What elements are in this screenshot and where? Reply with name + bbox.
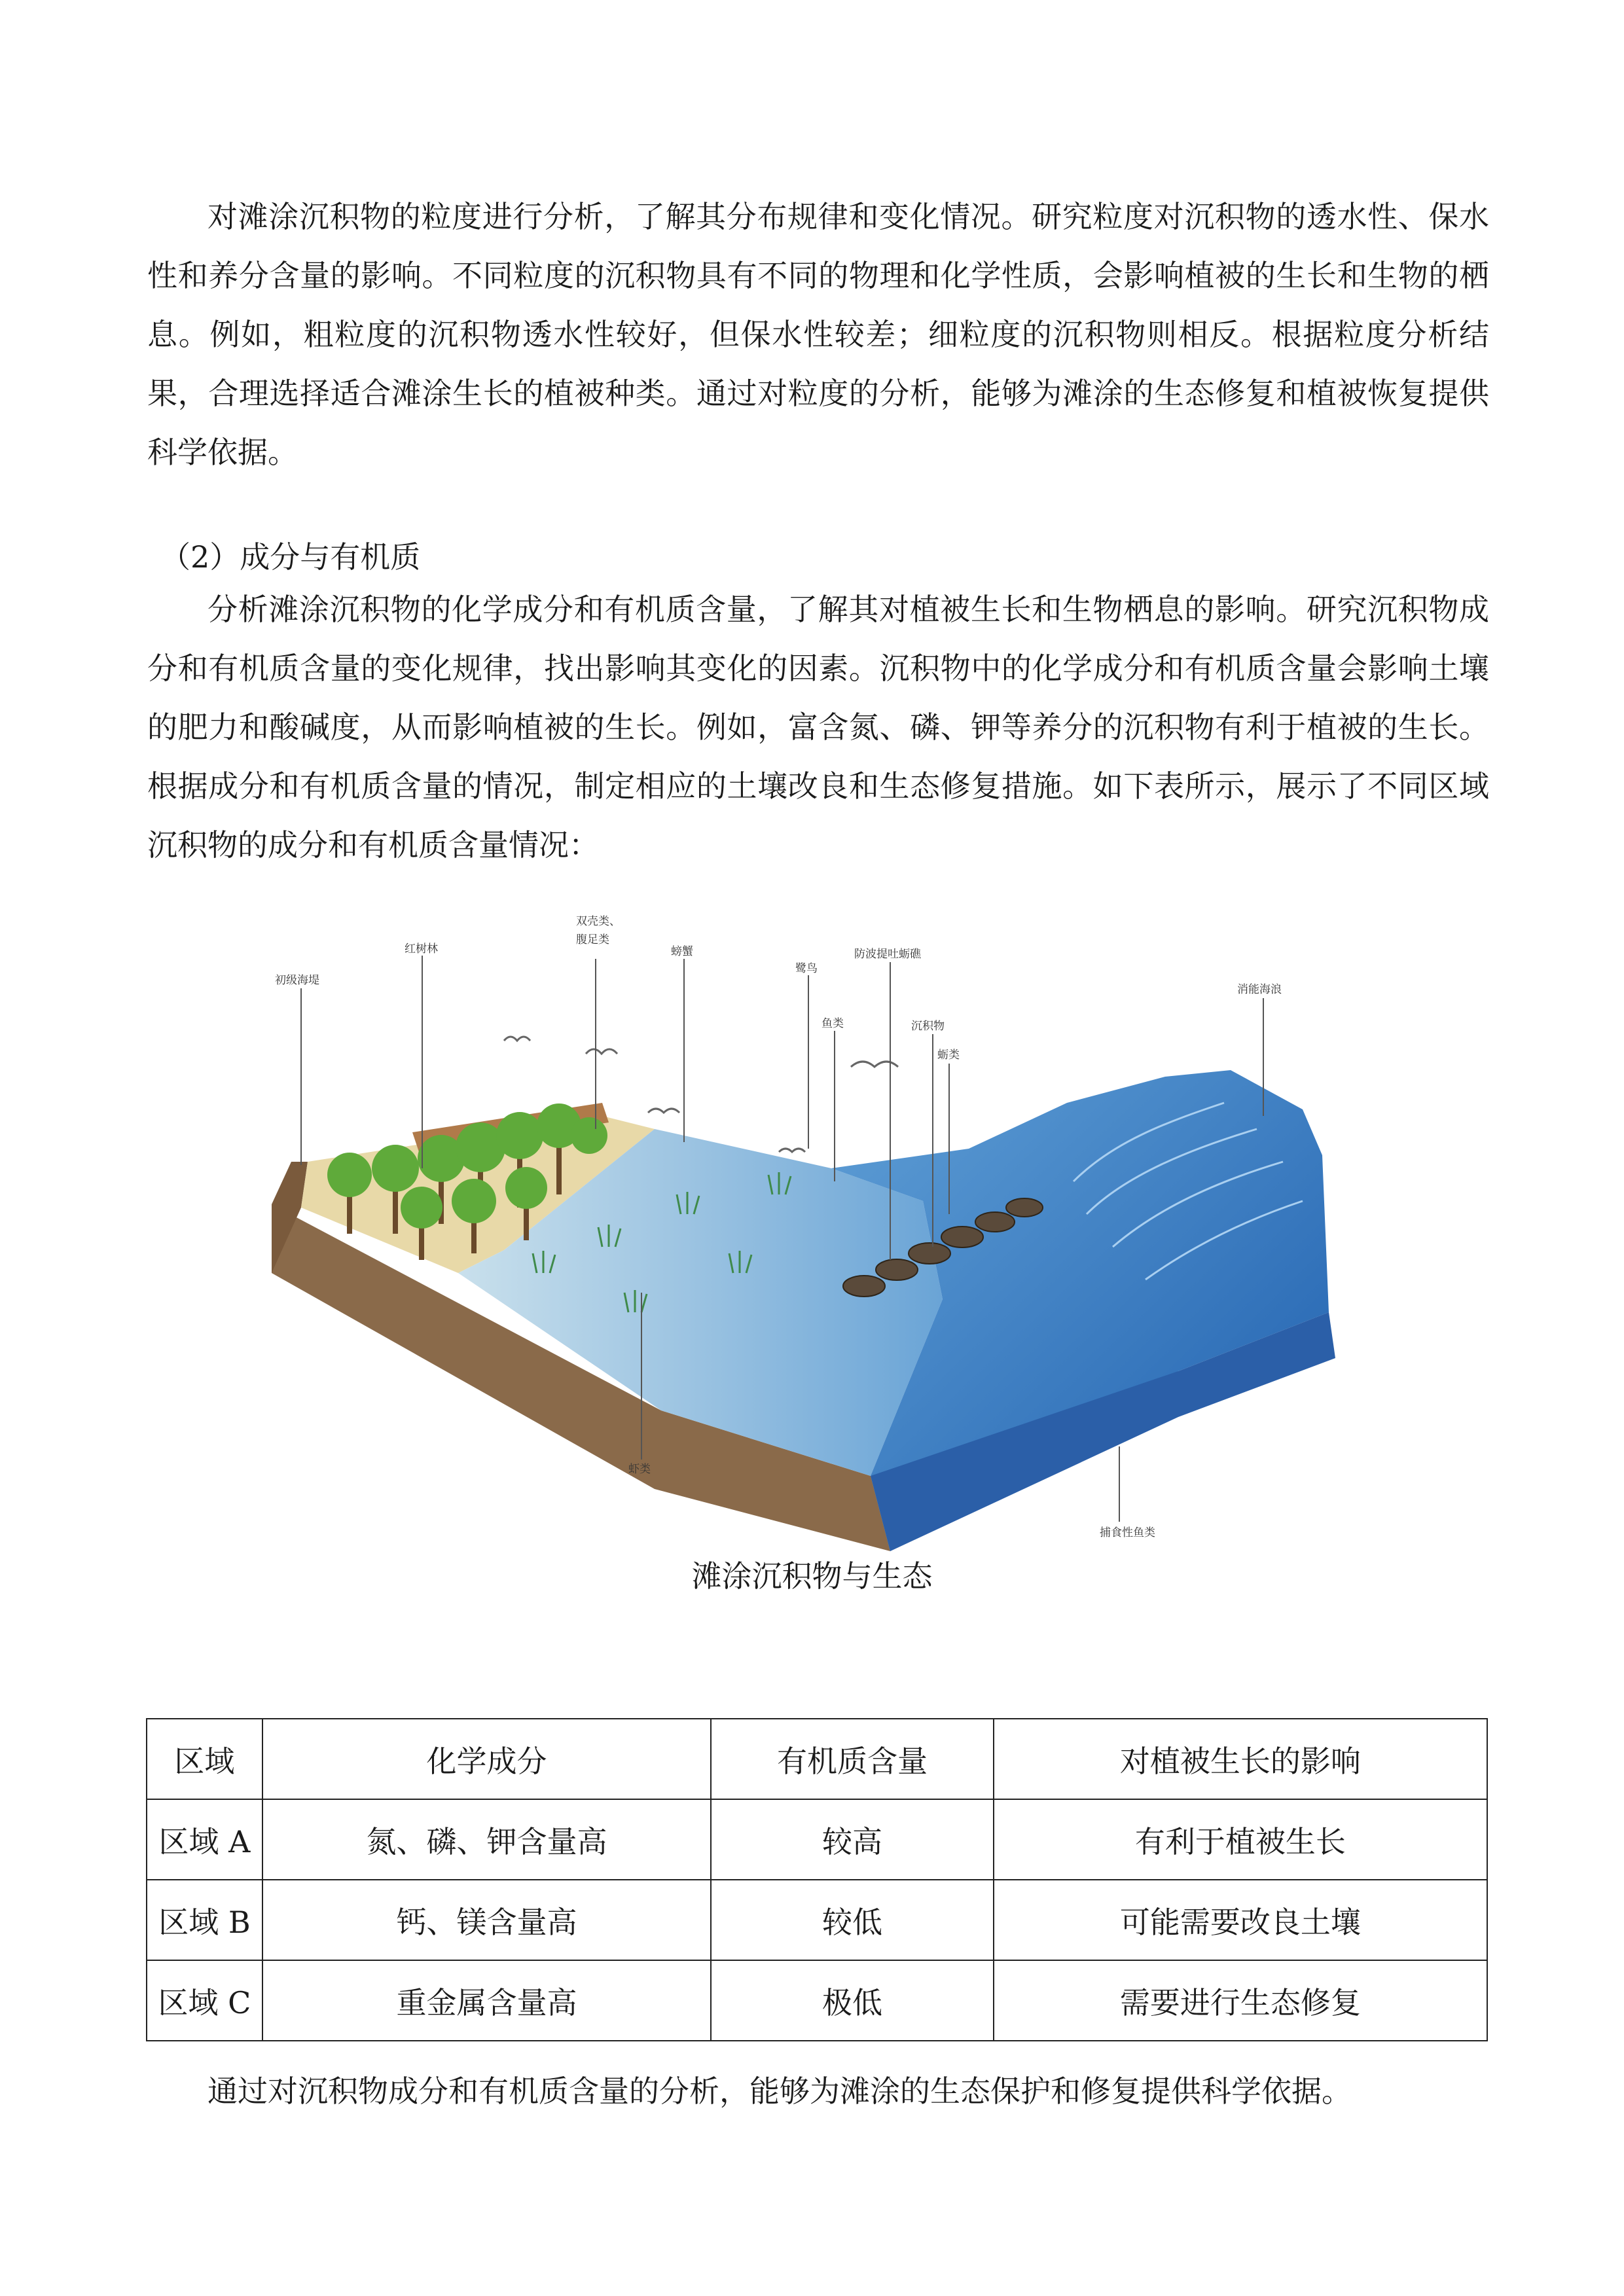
paragraph-composition: 分析滩涂沉积物的化学成分和有机质含量，了解其对植被生长和生物栖息的影响。研究沉积物成分和有机质含量的变化规律，找出影响其变化的因素。沉积物中的化学成分和有机质含量会影响土壤的肥力和酸碱度，从而影响植被的生长。例如，富含氮、磷、钾等养分的沉积物有利于植被的生长。根据成分和有机质含量的情况，制定相应的土壤改良和生态修复措施。如下表所示，展示了不同区域沉积物的成分和有机质含量情况：	[147, 592, 1489, 863]
header-region: 区域	[147, 1719, 262, 1799]
table-row	[147, 1799, 1487, 1880]
cell-organic: 极低	[711, 1960, 994, 2041]
paragraph-closing: 通过对沉积物成分和有机质含量的分析，能够为滩涂的生态保护和修复提供科学依据。	[208, 2073, 1352, 2109]
cell-effect: 可能需要改良土壤	[994, 1880, 1487, 1960]
label-crabs: 螃蟹	[671, 945, 693, 958]
cell-region: 区域 A	[147, 1799, 262, 1880]
tidal-flat-illustration	[262, 906, 1375, 1551]
paragraph-grain-size: 对滩涂沉积物的粒度进行分析，了解其分布规律和变化情况。研究粒度对沉积物的透水性、保水性和养分含量的影响。不同粒度的沉积物具有不同的物理和化学性质，会影响植被的生长和生物的栖息。例如，粗粒度的沉积物透水性较好，但保水性较差；细粒度的沉积物则相反。根据粒度分析结果，合理选择适合滩涂生长的植被种类。通过对粒度的分析，能够为滩涂的生态修复和植被恢复提供科学依据。	[147, 199, 1489, 470]
section-heading: （2）成分与有机质	[160, 539, 421, 575]
cell-chemical: 重金属含量高	[262, 1960, 711, 2041]
cell-chemical: 氮、磷、钾含量高	[262, 1799, 711, 1880]
header-effect: 对植被生长的影响	[994, 1719, 1487, 1799]
label-bivalves: 双壳类、	[576, 915, 621, 928]
table-header-row	[147, 1719, 1487, 1799]
header-organic: 有机质含量	[711, 1719, 994, 1799]
cell-region: 区域 B	[147, 1880, 262, 1960]
sediment-table	[146, 1718, 1488, 2041]
cell-organic: 较低	[711, 1880, 994, 1960]
label-waves: 消能海浪	[1237, 983, 1282, 996]
label-sediment: 沉积物	[911, 1020, 945, 1033]
table-row	[147, 1960, 1487, 2041]
label-shore-dyke: 初级海堤	[275, 974, 319, 987]
label-fish: 鱼类	[821, 1017, 844, 1030]
table-row	[147, 1880, 1487, 1960]
label-wave-barrier: 防波提吐蛎礁	[854, 948, 921, 961]
cell-region: 区域 C	[147, 1960, 262, 2041]
header-chemical: 化学成分	[262, 1719, 711, 1799]
label-shrimp: 虾类	[628, 1463, 651, 1476]
cell-chemical: 钙、镁含量高	[262, 1880, 711, 1960]
cell-effect: 需要进行生态修复	[994, 1960, 1487, 2041]
label-gastropods: 腹足类	[576, 933, 609, 946]
label-egret: 鹭鸟	[795, 962, 818, 975]
figure-caption: 滩涂沉积物与生态	[691, 1558, 933, 1594]
label-shellfish: 蛎类	[937, 1049, 960, 1062]
label-predatory-fish: 捕食性鱼类	[1100, 1526, 1155, 1539]
cell-effect: 有利于植被生长	[994, 1799, 1487, 1880]
cell-organic: 较高	[711, 1799, 994, 1880]
label-mangrove: 红树林	[405, 942, 438, 956]
